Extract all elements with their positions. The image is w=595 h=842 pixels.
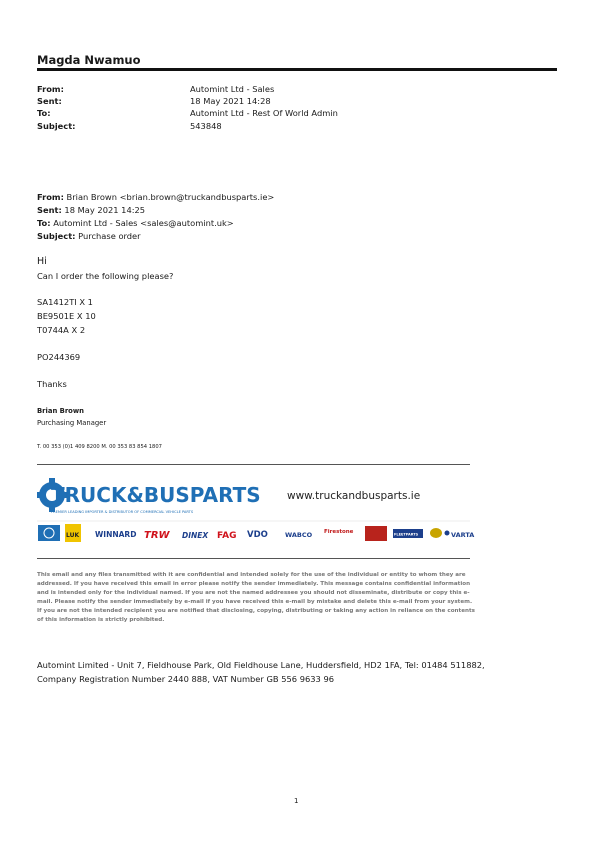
svg-text:WINNARD: WINNARD xyxy=(95,530,137,539)
subject-value: 543848 xyxy=(190,121,222,131)
fwd-to-value[interactable]: Automint Ltd - Sales <sales@automint.uk> xyxy=(50,218,234,228)
to-value: Automint Ltd - Rest Of World Admin xyxy=(190,108,338,118)
company-registration: Company Registration Number 2440 888, VAT Number GB 556 9633 96 xyxy=(37,674,334,684)
banner-graphic xyxy=(37,471,475,551)
svg-text:FAG: FAG xyxy=(217,531,237,541)
svg-text:WABCO: WABCO xyxy=(285,531,313,539)
to-label: To: xyxy=(37,108,51,118)
banner-website: www.truckandbusparts.ie xyxy=(287,490,421,502)
legal-disclaimer: This email and any files transmitted with it are confidential and intended solely for the use of the individual or entity to whom they are addressed. If you have received this email in error please notify the sender immediately. This message contains confidential information and is intended only for the individual named. If you are not the named addressee you should not disseminate, distribute or copy this e-mail. Please notify the sender immediately by e-mail if you have received this e-mail by mistake and delete this e-mail from your system. If you are not the intended recipient you are notified that disclosing, copying, distributing or taking any action in reliance on the contents of this information is strictly prohibited. xyxy=(37,572,475,623)
brand-strip xyxy=(38,524,474,542)
svg-text:VARTA: VARTA xyxy=(451,531,475,539)
order-item: SA1412TI X 1 xyxy=(37,297,93,307)
fwd-from-label: From: xyxy=(37,192,64,202)
brand-badge-icon xyxy=(430,528,442,538)
signature-phones: T. 00 353 (0)1 409 8200 M. 00 353 83 854 1807 xyxy=(37,444,162,450)
subject-label: Subject: xyxy=(37,121,76,131)
order-item: T0744A X 2 xyxy=(37,325,86,335)
title-rule xyxy=(37,68,557,71)
svg-text:Firestone: Firestone xyxy=(324,529,354,535)
from-value: Automint Ltd - Sales xyxy=(190,84,275,94)
varta-icon xyxy=(445,531,450,536)
fwd-subject-value: Purchase order xyxy=(75,231,141,241)
order-item: BE9501E X 10 xyxy=(37,311,96,321)
po-number: PO244369 xyxy=(37,352,81,362)
greeting: Hi xyxy=(37,256,47,267)
signature-rule-bottom xyxy=(37,558,470,559)
banner-logo-text: TRUCK&BUSPARTS xyxy=(51,483,261,507)
fwd-sent xyxy=(37,205,145,215)
sent-label: Sent: xyxy=(37,96,62,106)
document-owner-name: Magda Nwamuo xyxy=(37,53,141,67)
svg-text:LUK: LUK xyxy=(66,532,80,539)
fwd-sent-label: Sent: xyxy=(37,205,62,215)
fwd-from-value[interactable]: Brian Brown <brian.brown@truckandbusparts.ie> xyxy=(63,192,275,202)
fwd-from xyxy=(37,192,274,202)
sent-value: 18 May 2021 14:28 xyxy=(190,96,271,106)
thanks: Thanks xyxy=(37,379,67,389)
company-banner[interactable] xyxy=(37,471,475,551)
from-label: From: xyxy=(37,84,64,94)
order-request: Can I order the following please? xyxy=(37,271,174,281)
brand-badge-icon xyxy=(38,525,60,541)
page-number: 1 xyxy=(294,797,299,805)
svg-text:FLEETPARTS: FLEETPARTS xyxy=(394,532,419,537)
banner-tagline: PREMIER LEADING IMPORTER & DISTRIBUTOR OF COMMERCIAL VEHICLE PARTS xyxy=(51,510,194,514)
fwd-subject-label: Subject: xyxy=(37,231,76,241)
signature-role: Purchasing Manager xyxy=(37,419,107,427)
signature-rule-top xyxy=(37,464,470,465)
fwd-subject xyxy=(37,231,141,241)
fwd-to-label: To: xyxy=(37,218,51,228)
signature-name: Brian Brown xyxy=(37,407,84,415)
company-address: Automint Limited - Unit 7, Fieldhouse Park, Old Fieldhouse Lane, Huddersfield, HD2 1FA, Tel: 01484 511882, xyxy=(37,660,485,670)
svg-text:VDO: VDO xyxy=(247,530,268,540)
brand-badge-icon xyxy=(365,526,387,541)
fwd-to xyxy=(37,218,234,228)
fwd-sent-value: 18 May 2021 14:25 xyxy=(61,205,146,215)
svg-text:TRW: TRW xyxy=(144,530,170,541)
svg-text:DINEX: DINEX xyxy=(182,531,209,540)
